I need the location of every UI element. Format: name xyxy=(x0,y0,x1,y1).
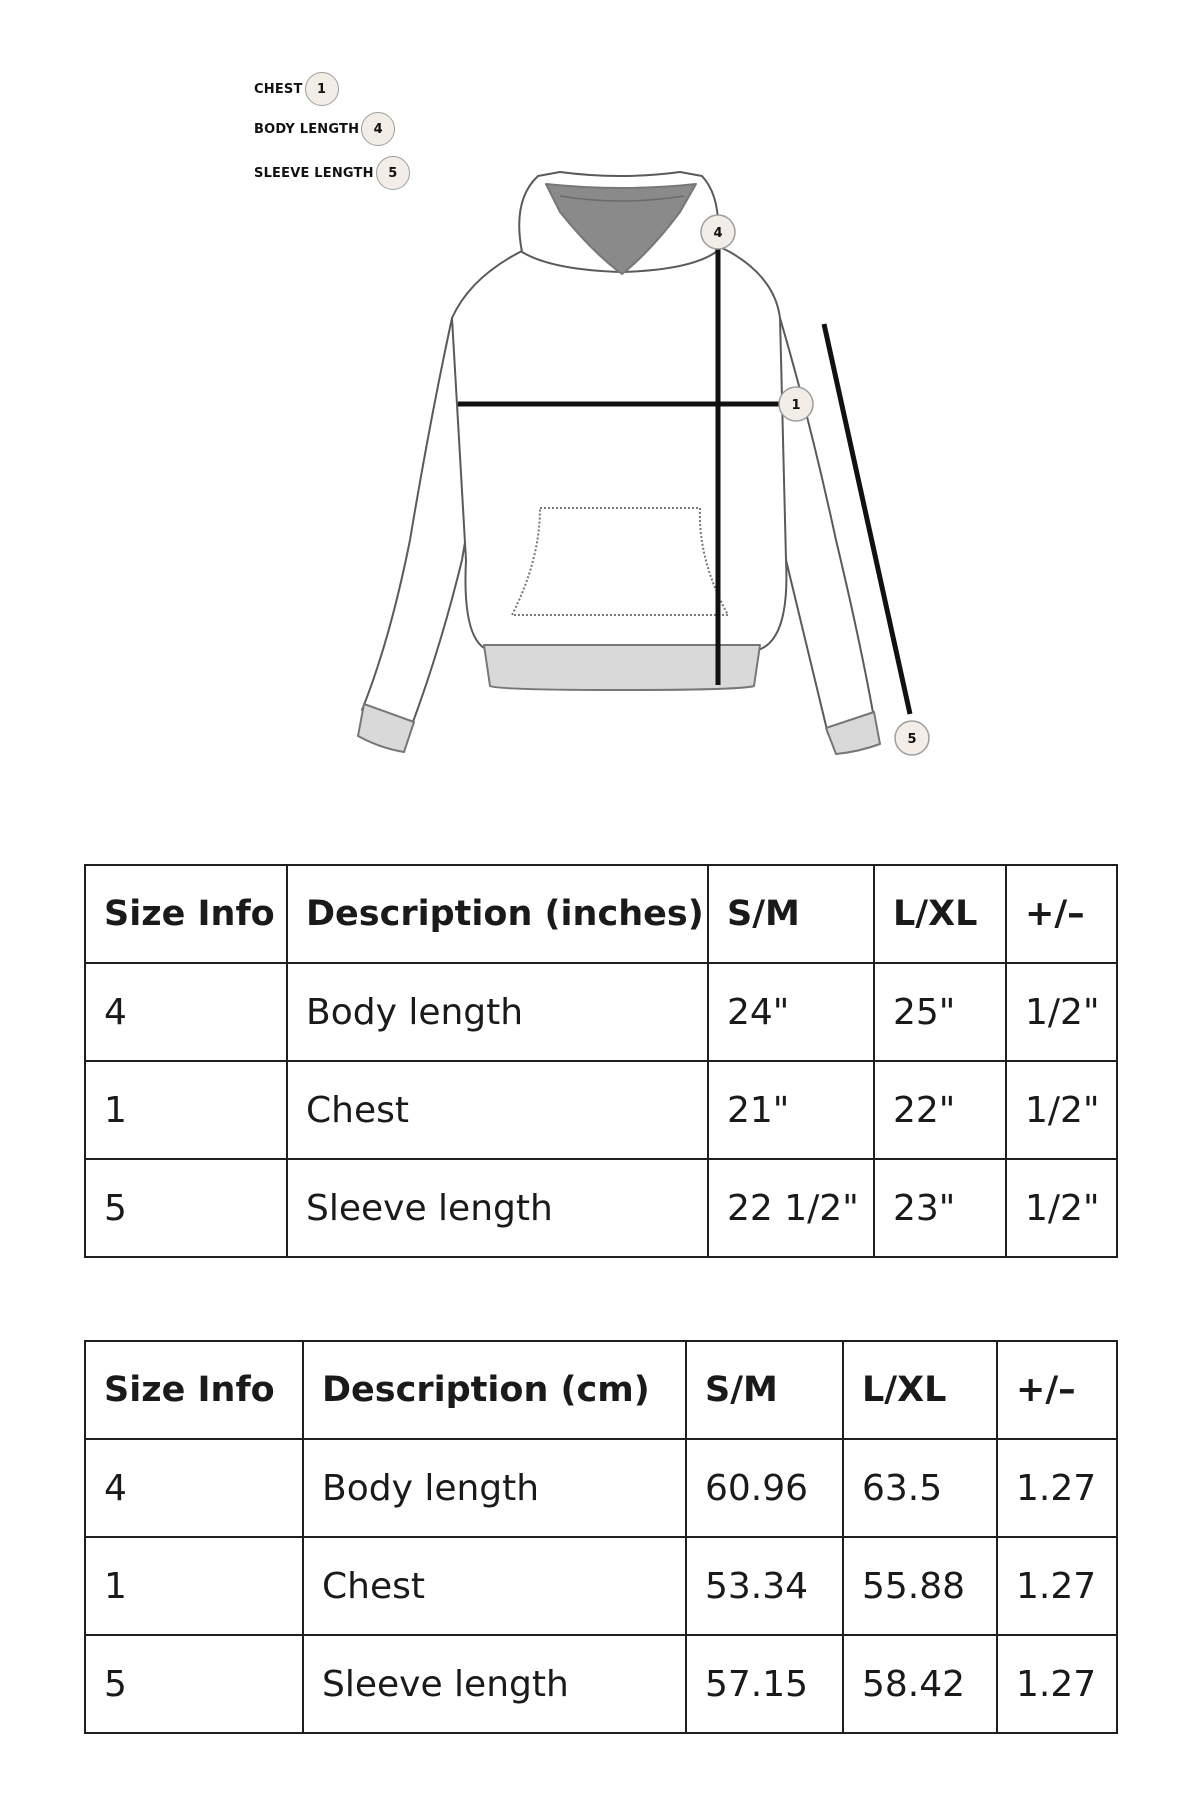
size-table-cm xyxy=(84,1340,1118,1734)
legend-number-badge: 4 xyxy=(361,112,395,146)
table-row xyxy=(85,1061,1117,1159)
cell-l-xl: 58.42 xyxy=(843,1635,997,1733)
header-l-xl: L/XL xyxy=(843,1341,997,1439)
cell-tolerance: 1/2" xyxy=(1006,963,1117,1061)
legend-item-chest xyxy=(254,72,339,106)
legend-label: SLEEVE LENGTH xyxy=(254,165,374,181)
cell-l-xl: 55.88 xyxy=(843,1537,997,1635)
table-header-row xyxy=(85,865,1117,963)
header-s-m: S/M xyxy=(686,1341,843,1439)
table-row xyxy=(85,1635,1117,1733)
header-s-m: S/M xyxy=(708,865,874,963)
header-description: Description (cm) xyxy=(303,1341,686,1439)
cell-l-xl: 22" xyxy=(874,1061,1006,1159)
cell-size-info: 4 xyxy=(85,963,287,1061)
cell-s-m: 57.15 xyxy=(686,1635,843,1733)
header-tolerance: +/– xyxy=(997,1341,1117,1439)
cell-size-info: 5 xyxy=(85,1159,287,1257)
cell-description: Chest xyxy=(303,1537,686,1635)
table-row xyxy=(85,1537,1117,1635)
marker-number: 1 xyxy=(791,398,801,413)
header-size-info: Size Info xyxy=(85,1341,303,1439)
cell-description: Body length xyxy=(287,963,708,1061)
marker-sleeve-length xyxy=(895,721,929,755)
cell-tolerance: 1.27 xyxy=(997,1635,1117,1733)
header-tolerance: +/– xyxy=(1006,865,1117,963)
cell-s-m: 53.34 xyxy=(686,1537,843,1635)
legend-item-body-length xyxy=(254,112,395,146)
cell-tolerance: 1/2" xyxy=(1006,1061,1117,1159)
marker-body-length xyxy=(701,215,735,249)
cell-size-info: 5 xyxy=(85,1635,303,1733)
cell-s-m: 60.96 xyxy=(686,1439,843,1537)
marker-number: 4 xyxy=(713,226,723,241)
table-header-row xyxy=(85,1341,1117,1439)
hoodie-illustration xyxy=(358,172,880,754)
cell-description: Body length xyxy=(303,1439,686,1537)
table-row xyxy=(85,1439,1117,1537)
cell-l-xl: 63.5 xyxy=(843,1439,997,1537)
cell-s-m: 24" xyxy=(708,963,874,1061)
legend-label: BODY LENGTH xyxy=(254,121,360,137)
header-size-info: Size Info xyxy=(85,865,287,963)
size-table-inches xyxy=(84,864,1118,1258)
cell-tolerance: 1.27 xyxy=(997,1439,1117,1537)
cell-size-info: 4 xyxy=(85,1439,303,1537)
cell-l-xl: 23" xyxy=(874,1159,1006,1257)
cell-tolerance: 1.27 xyxy=(997,1537,1117,1635)
header-description: Description (inches) xyxy=(287,865,708,963)
cell-s-m: 22 1/2" xyxy=(708,1159,874,1257)
cell-description: Chest xyxy=(287,1061,708,1159)
marker-number: 5 xyxy=(907,732,917,747)
cell-l-xl: 25" xyxy=(874,963,1006,1061)
cell-description: Sleeve length xyxy=(287,1159,708,1257)
hoodie-measurement-diagram xyxy=(300,150,950,770)
legend-number-badge: 5 xyxy=(376,156,410,190)
legend-label: CHEST xyxy=(254,81,303,97)
header-l-xl: L/XL xyxy=(874,865,1006,963)
cell-size-info: 1 xyxy=(85,1061,287,1159)
cell-s-m: 21" xyxy=(708,1061,874,1159)
marker-chest xyxy=(779,387,813,421)
table-row xyxy=(85,1159,1117,1257)
table-row xyxy=(85,963,1117,1061)
cell-description: Sleeve length xyxy=(303,1635,686,1733)
cell-size-info: 1 xyxy=(85,1537,303,1635)
cell-tolerance: 1/2" xyxy=(1006,1159,1117,1257)
legend-number-badge: 1 xyxy=(305,72,339,106)
